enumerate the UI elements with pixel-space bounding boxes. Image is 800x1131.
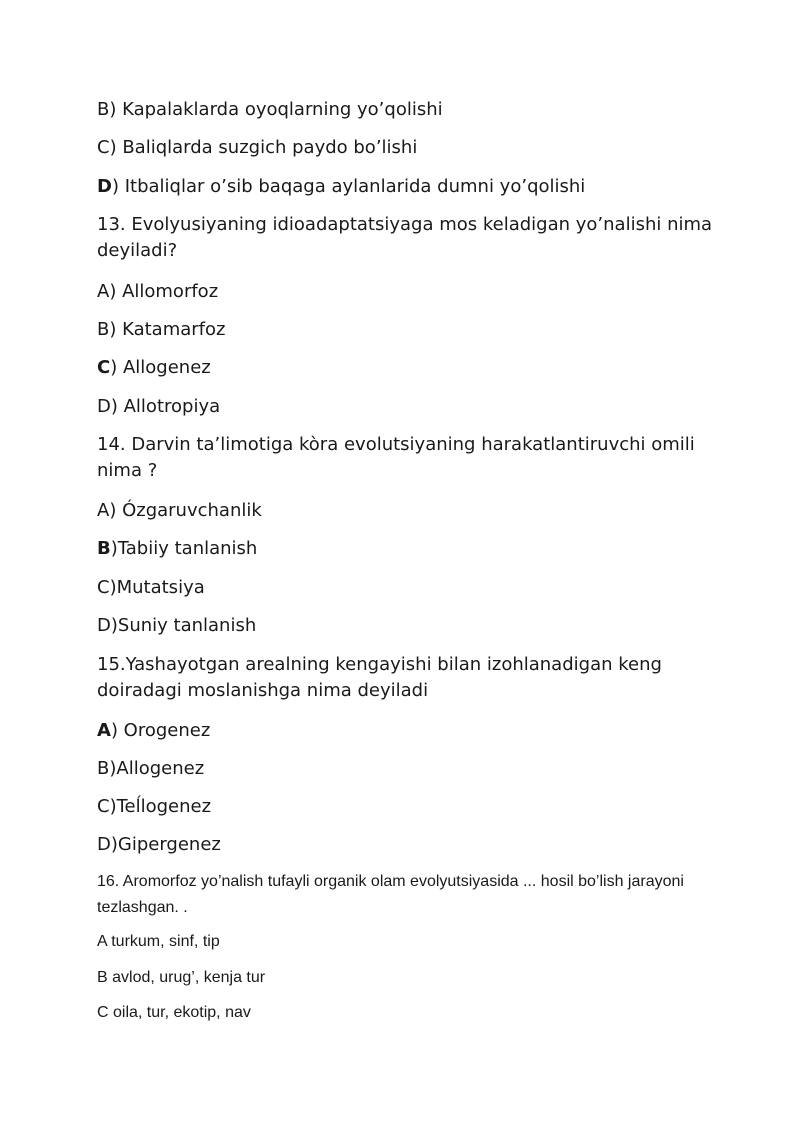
q16-option-c: C oila, tur, ekotip, nav bbox=[97, 1004, 251, 1021]
option-letter: C bbox=[97, 577, 110, 598]
q16-question: 16. Aromorfoz yo’nalish tufayli organik olam evolyutsiyasida ... hosil bo’lish jarayoni tezlashgan. . bbox=[97, 873, 684, 916]
q14-question: 14. Darvin ta’limotiga kòra evolutsiyaning harakatlantiruvchi omili nima ? bbox=[97, 434, 695, 481]
q16-option-b: B avlod, urug’, kenja tur bbox=[97, 969, 266, 986]
option-letter: A bbox=[97, 500, 110, 521]
option-letter-correct: A bbox=[97, 720, 111, 741]
q14-option-b bbox=[97, 536, 717, 562]
option-letter: B bbox=[97, 99, 110, 120]
option-text: )Suniy tanlanish bbox=[110, 615, 257, 636]
q15-question: 15.Yashayotgan arealning kengayishi bilan izohlanadigan keng doiradagi moslanishga nima deyiladi bbox=[97, 654, 662, 701]
option-letter-correct: C bbox=[97, 357, 111, 378]
option-text: ) Baliqlarda suzgich paydo bo’lishi bbox=[109, 137, 418, 158]
option-text: ) Allogenez bbox=[110, 357, 211, 378]
option-text: ) Kapalaklarda oyoqlarning yo’qolishi bbox=[109, 99, 443, 120]
option-text: ) Orogenez bbox=[110, 720, 211, 741]
q14-option-d bbox=[97, 613, 717, 639]
q12-option-d bbox=[97, 174, 717, 200]
option-letter: B bbox=[97, 319, 110, 340]
q13-question: 13. Evolyusiyaning idioadaptatsiyaga mos keladigan yo’nalishi nima deyiladi? bbox=[97, 214, 713, 261]
option-letter: A bbox=[97, 281, 110, 302]
option-text: )Teĺlogenez bbox=[109, 796, 212, 817]
q16-option-a: A turkum, sinf, tip bbox=[97, 933, 220, 950]
q13-option-d bbox=[97, 394, 717, 420]
option-letter: D bbox=[97, 615, 111, 636]
option-text: ) Allotropiya bbox=[110, 396, 221, 417]
option-text: )Tabiiy tanlanish bbox=[110, 538, 258, 559]
q12-option-b bbox=[97, 97, 717, 123]
q15-option-c bbox=[97, 794, 717, 820]
option-text: )Gipergenez bbox=[110, 834, 221, 855]
option-letter: C bbox=[97, 137, 110, 158]
q14-option-c bbox=[97, 575, 717, 601]
option-text: ) Ózgaruvchanlik bbox=[109, 500, 262, 521]
option-text: )Mutatsiya bbox=[109, 577, 205, 598]
option-letter-correct: B bbox=[97, 538, 111, 559]
option-letter: C bbox=[97, 796, 110, 817]
option-text: ) Allomorfoz bbox=[109, 281, 219, 302]
q14-option-a bbox=[97, 498, 717, 524]
q13-option-a bbox=[97, 279, 717, 305]
q15-option-b bbox=[97, 756, 717, 782]
option-text: )Allogenez bbox=[109, 758, 205, 779]
q15-option-d bbox=[97, 832, 717, 858]
option-letter: D bbox=[97, 834, 111, 855]
q13-option-c bbox=[97, 355, 717, 381]
option-letter-correct: D bbox=[97, 176, 112, 197]
q13-option-b bbox=[97, 317, 717, 343]
q15-option-a bbox=[97, 718, 717, 744]
option-text: ) Itbaliqlar o’sib baqaga aylanlarida dumni yo’qolishi bbox=[111, 176, 586, 197]
q12-option-c bbox=[97, 135, 717, 161]
option-letter: D bbox=[97, 396, 111, 417]
option-letter: B bbox=[97, 758, 110, 779]
option-text: ) Katamarfoz bbox=[109, 319, 226, 340]
